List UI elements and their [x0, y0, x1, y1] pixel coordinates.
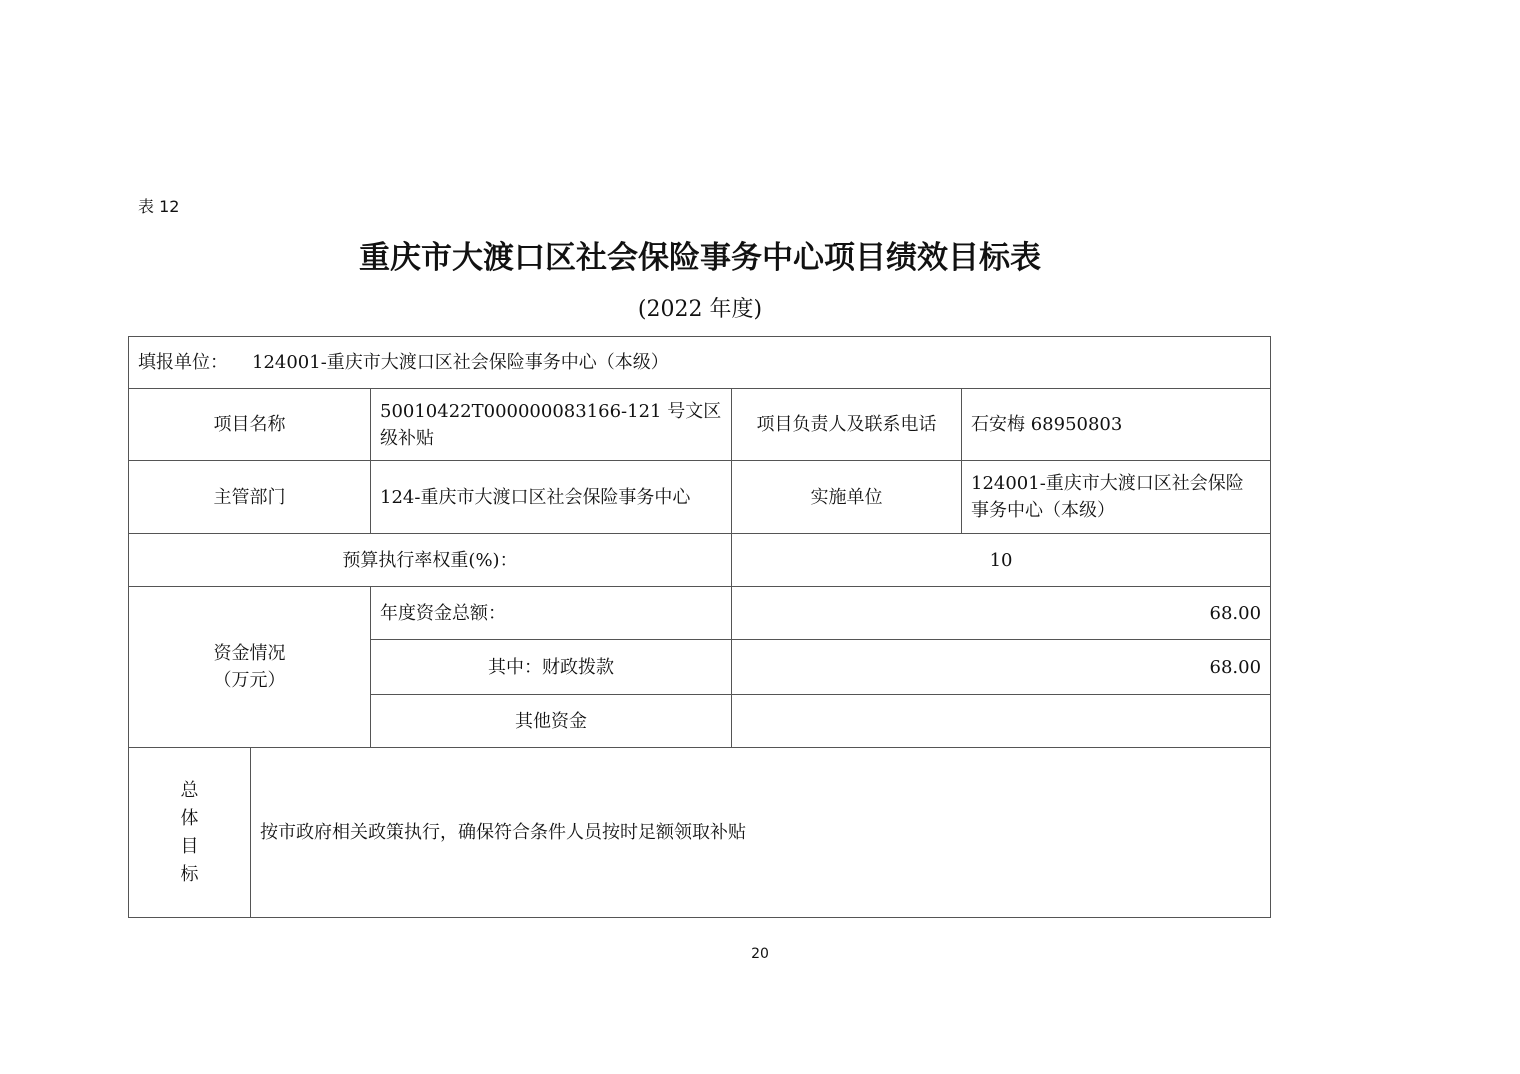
funds-unit: （万元） — [213, 670, 286, 691]
supervising-dept-value: 124-重庆市大渡口区社会保险事务中心 — [371, 461, 732, 534]
project-name-label: 项目名称 — [129, 389, 371, 461]
reporter-label: 填报单位： — [138, 352, 228, 373]
reporter-row — [129, 337, 1271, 389]
implementing-unit-label: 实施单位 — [732, 461, 962, 534]
table-number-label: 表 12 — [138, 197, 180, 216]
funds-label-cell — [129, 587, 371, 748]
overall-goal-row — [129, 748, 1271, 918]
department-row — [129, 461, 1271, 534]
reporter-cell — [129, 337, 1271, 389]
reporter-value: 124001-重庆市大渡口区社会保险事务中心（本级） — [252, 352, 669, 373]
overall-goal-value: 按市政府相关政策执行，确保符合条件人员按时足额领取补贴 — [251, 748, 1271, 918]
project-name-row — [129, 389, 1271, 461]
manager-value: 石安梅 68950803 — [962, 389, 1271, 461]
annual-total-value: 68.00 — [732, 587, 1271, 640]
budget-weight-label: 预算执行率权重(%)： — [129, 534, 732, 587]
annual-total-label: 年度资金总额： — [371, 587, 732, 640]
supervising-dept-label: 主管部门 — [129, 461, 371, 534]
project-name-value: 50010422T000000083166-121 号文区级补贴 — [371, 389, 732, 461]
funds-label: 资金情况 — [213, 643, 286, 664]
other-funds-value — [732, 695, 1271, 748]
overall-goal-label: 总体目标 — [180, 779, 199, 885]
manager-label: 项目负责人及联系电话 — [732, 389, 962, 461]
other-funds-label: 其他资金 — [371, 695, 732, 748]
document-title: 重庆市大渡口区社会保险事务中心项目绩效目标表 — [359, 240, 1041, 276]
overall-goal-label-cell — [129, 748, 251, 918]
page-number: 20 — [751, 946, 769, 962]
implementing-unit-value: 124001-重庆市大渡口区社会保险事务中心（本级） — [962, 461, 1271, 534]
budget-weight-row — [129, 534, 1271, 587]
fiscal-allocation-value: 68.00 — [732, 640, 1271, 695]
performance-target-table — [128, 336, 1271, 918]
annual-total-row — [129, 587, 1271, 640]
document-subtitle: (2022 年度) — [637, 297, 763, 322]
fiscal-allocation-label: 其中：财政拨款 — [371, 640, 732, 695]
budget-weight-value: 10 — [732, 534, 1271, 587]
